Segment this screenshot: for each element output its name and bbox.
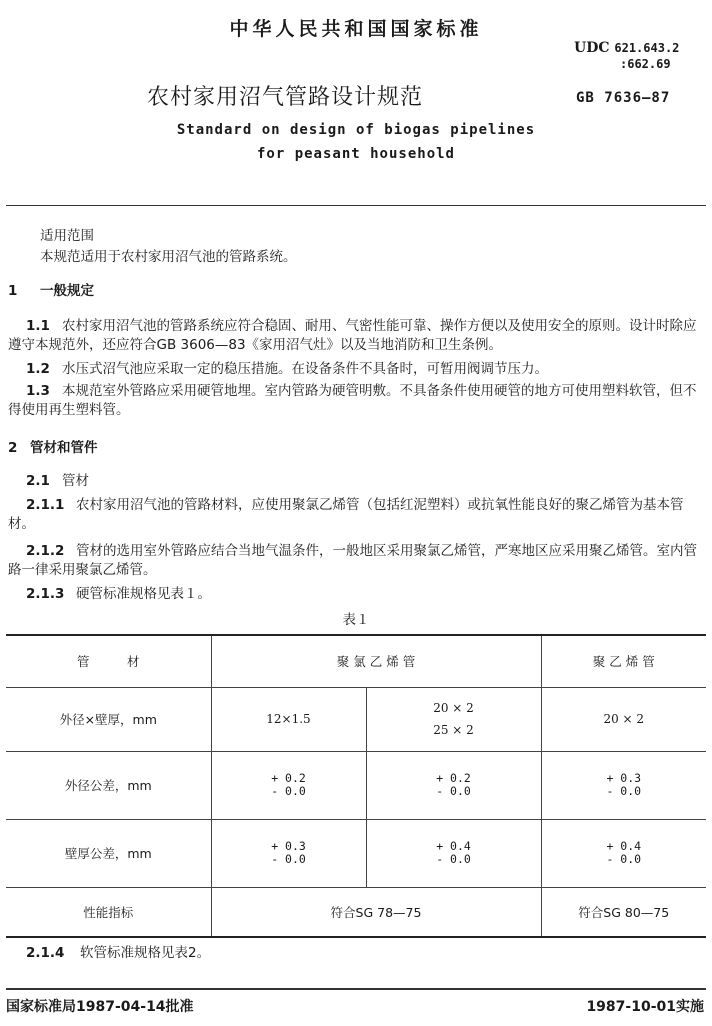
- row-label: 外径公差，mm: [6, 751, 211, 819]
- cell-line: 25 × 2: [433, 723, 474, 737]
- clause-number: 2.1.4: [26, 945, 65, 961]
- section-title: 管材和管件: [30, 440, 98, 456]
- table-row: [6, 887, 706, 937]
- footer-divider: [6, 988, 706, 990]
- clause-1-3: [8, 382, 706, 420]
- document-title-cn: 农村家用沼气管路设计规范: [146, 85, 423, 110]
- cell-line: - 0.0: [271, 852, 306, 866]
- row-label: 外径×壁厚，mm: [6, 687, 211, 751]
- clause-2-1-2: [8, 542, 706, 580]
- cell-value: [541, 751, 706, 819]
- table-header-row: [6, 635, 706, 687]
- section-number: 1: [8, 283, 18, 299]
- cell-value: 20 × 2: [541, 687, 706, 751]
- section-1-heading: [8, 282, 94, 301]
- cell-value: [541, 819, 706, 887]
- scope-heading: 适用范围: [40, 228, 94, 244]
- cell-value: [366, 687, 541, 751]
- cell-line: - 0.0: [606, 784, 642, 798]
- cell-value: 12×1.5: [211, 687, 366, 751]
- table-row: [6, 687, 706, 751]
- cell-value: [366, 751, 541, 819]
- scope-text: 本规范适用于农村家用沼气池的管路系统。: [40, 249, 297, 265]
- cell-line: + 0.4: [436, 839, 471, 853]
- header-material: 管 材: [6, 635, 211, 687]
- clause-number: 2.1.2: [26, 543, 65, 559]
- document-title-en-line2: for peasant household: [256, 146, 455, 162]
- header-pvc: 聚 氯 乙 烯 管: [211, 635, 541, 687]
- clause-text: 农村家用沼气池的管路材料，应使用聚氯乙烯管（包括红泥塑料）或抗氧性能良好的聚乙烯管为基本管材。: [8, 497, 684, 532]
- clause-2-1-3: [26, 585, 211, 604]
- udc-label: UDC: [574, 40, 610, 56]
- cell-value: [211, 819, 366, 887]
- cell-line: 20 × 2: [433, 701, 474, 715]
- clause-text: 水压式沼气池应采取一定的稳压措施。在设备条件不具备时，可暂用阀调节压力。: [62, 361, 548, 377]
- implementation-date: 1987-10-01实施: [586, 999, 704, 1015]
- udc-classification: [574, 40, 679, 72]
- clause-2-1-1: [8, 496, 706, 534]
- issuer-title: 中华人民共和国国家标准: [229, 18, 483, 40]
- cell-line: - 0.0: [436, 784, 471, 798]
- udc-code-continued: :662.69: [620, 57, 671, 71]
- cell-line: + 0.4: [606, 839, 642, 853]
- cell-line: - 0.0: [271, 784, 306, 798]
- clause-text: 管材的选用室外管路应结合当地气温条件，一般地区采用聚氯乙烯管，严寒地区应采用聚乙烯管。室内管路一律采用聚氯乙烯管。: [8, 543, 697, 578]
- clause-text: 本规范室外管路应采用硬管地埋。室内管路为硬管明敷。不具备条件使用硬管的地方可使用塑料软管，但不得使用再生塑料管。: [8, 383, 697, 418]
- table-row: [6, 819, 706, 887]
- clause-2-1-4: [26, 944, 210, 963]
- row-label: 性能指标: [6, 887, 211, 937]
- standard-number: GB 7636—87: [576, 90, 671, 106]
- section-number: 2: [8, 440, 18, 456]
- clause-number: 1.1: [26, 318, 50, 334]
- clause-text: 软管标准规格见表2。: [80, 945, 211, 961]
- header-divider: [6, 205, 706, 206]
- table-caption: 表１: [342, 612, 370, 628]
- clause-number: 1.3: [26, 383, 50, 399]
- clause-text: 硬管标准规格见表１。: [76, 586, 211, 602]
- cell-line: - 0.0: [436, 852, 471, 866]
- clause-text: 农村家用沼气池的管路系统应符合稳固、耐用、气密性能可靠、操作方便以及使用安全的原则。设计时除应遵守本规范外，还应符合GB 3606—83《家用沼气灶》以及当地消防和卫生条例。: [8, 318, 697, 353]
- cell-line: + 0.3: [606, 771, 642, 785]
- subsection-title: 管材: [62, 473, 89, 489]
- section-2-heading: [8, 439, 98, 458]
- cell-value: 符合SG 78—75: [211, 887, 541, 937]
- section-title: 一般规定: [40, 283, 94, 299]
- table-row: [6, 751, 706, 819]
- cell-line: - 0.0: [606, 852, 642, 866]
- clause-1-2: [26, 360, 548, 379]
- cell-line: + 0.2: [271, 771, 306, 785]
- cell-line: + 0.3: [271, 839, 306, 853]
- approval-info: 国家标准局1987-04-14批准: [6, 999, 194, 1015]
- clause-1-1: [8, 317, 706, 355]
- cell-value: 符合SG 80—75: [541, 887, 706, 937]
- subsection-number: 2.1: [26, 473, 50, 489]
- udc-code: 621.643.2: [614, 41, 680, 55]
- specification-table: [6, 634, 706, 938]
- clause-number: 2.1.3: [26, 586, 65, 602]
- row-label: 壁厚公差，mm: [6, 819, 211, 887]
- clause-number: 1.2: [26, 361, 50, 377]
- header-pe: 聚 乙 烯 管: [541, 635, 706, 687]
- subsection-2-1: [26, 472, 89, 491]
- cell-line: + 0.2: [436, 771, 471, 785]
- clause-number: 2.1.1: [26, 497, 65, 513]
- document-title-en-line1: Standard on design of biogas pipelines: [176, 122, 536, 138]
- cell-value: [211, 751, 366, 819]
- cell-value: [366, 819, 541, 887]
